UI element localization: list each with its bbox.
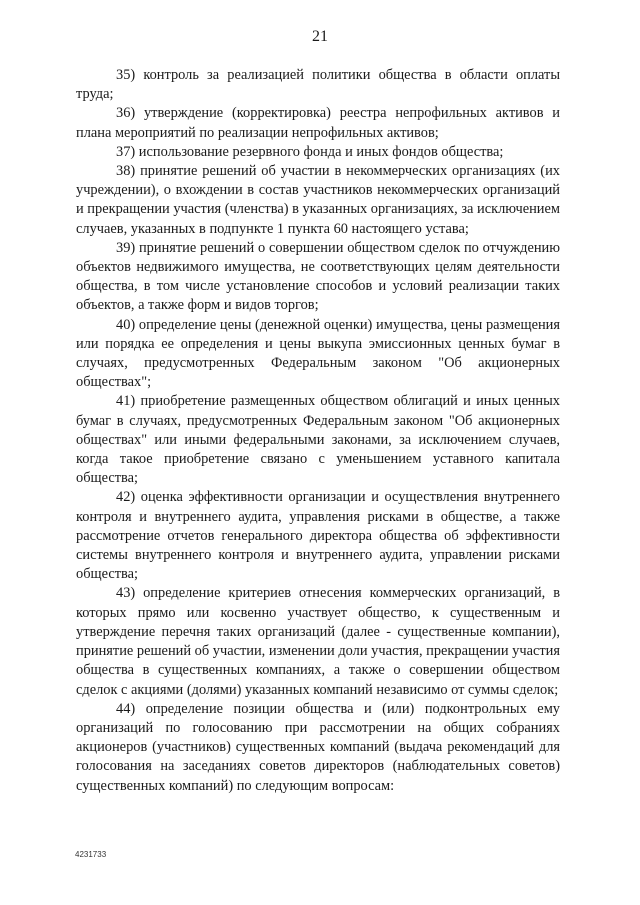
document-body: [76, 66, 560, 796]
paragraph-40: 40) определение цены (денежной оценки) имущества, цены размещения или порядка ее определения и цены выкупа эмиссионных ценных бумаг в случаях, предусмотренных Федеральным законом "Об акционерных обществах";: [76, 316, 560, 391]
paragraph-42: 42) оценка эффективности организации и осуществления внутреннего контроля и внутреннего аудита, управления рисками в обществе, а также рассмотрение отчетов генерального директора общества об эффективности системы внутреннего контроля и внутреннего аудита, управлении рисками общества;: [76, 489, 560, 583]
paragraph-44: 44) определение позиции общества и (или) подконтрольных ему организаций по голосованию при рассмотрении на общих собраниях акционеров (участников) существенных компаний (выдача рекомендаций для голосования на заседаниях советов директоров (наблюдательных советов) существенных компаний) по следующим вопросам:: [76, 700, 560, 794]
paragraph-36: 36) утверждение (корректировка) реестра непрофильных активов и плана мероприятий по реализации непрофильных активов;: [76, 105, 560, 141]
document-code: 4231733: [75, 850, 107, 859]
page-number: 21: [312, 28, 328, 45]
paragraph-39: 39) принятие решений о совершении обществом сделок по отчуждению объектов недвижимого имущества, не соответствующих целям деятельности общества, в том числе установление способов и условий реализации таких объектов, а также форм и видов торгов;: [76, 239, 560, 314]
paragraph-41: 41) приобретение размещенных обществом облигаций и иных ценных бумаг в случаях, предусмотренных Федеральным законом "Об акционерных обществах" или иными федеральными законами, за исключением случаев, когда такое приобретение связано с уменьшением уставного капитала общества;: [76, 393, 560, 487]
paragraph-38: 38) принятие решений об участии в некоммерческих организациях (их учреждении), о вхождении в состав участников некоммерческих организаций и прекращении участия (членства) в указанных организациях, за исключением случаев, указанных в подпункте 1 пункта 60 настоящего устава;: [76, 163, 561, 237]
paragraph-43: 43) определение критериев отнесения коммерческих организаций, в которых прямо или косвенно участвует общество, к существенным и утверждение перечня таких организаций (далее - существенные компании), принятие решений об участии, изменении доли участия, прекращении участия общества в существенных компаниях, а также о совершении обществом сделок с акциями (долями) указанных компаний независимо от суммы сделок;: [76, 585, 560, 698]
paragraph-35: 35) контроль за реализацией политики общества в области оплаты труда;: [76, 67, 560, 103]
paragraph-37: 37) использование резервного фонда и иных фондов общества;: [116, 143, 504, 160]
